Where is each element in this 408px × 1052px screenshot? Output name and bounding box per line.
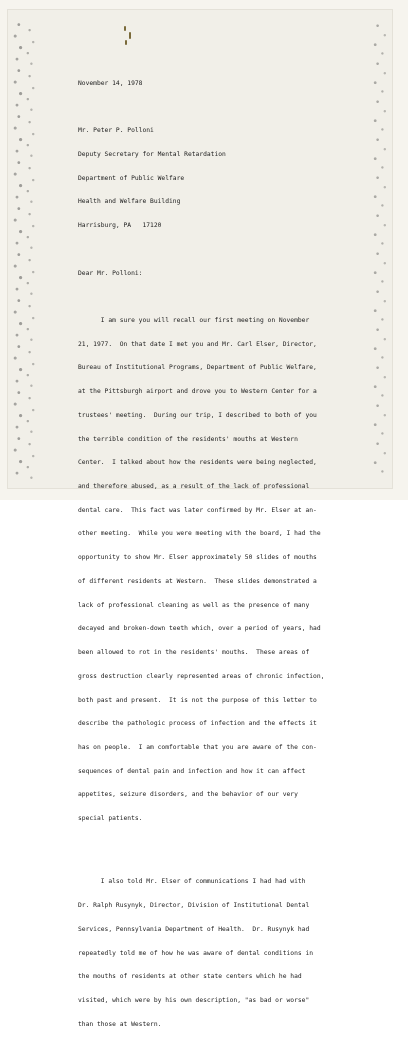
staple-marks bbox=[122, 26, 134, 50]
text-line: Dr. Ralph Rusynyk, Director, Division of Institutional Dental bbox=[78, 902, 310, 910]
text-line: the mouths of residents at other state centers which he had bbox=[78, 973, 302, 981]
text-line: Bureau of Institutional Programs, Department of Public Welfare, bbox=[78, 364, 317, 372]
text-line: describe the pathologic process of infection and the effects it bbox=[78, 720, 317, 728]
text-line: the terrible condition of the residents' mouths at Western bbox=[78, 435, 298, 443]
address-line: Harrisburg, PA 17120 bbox=[78, 222, 162, 230]
text-line: sequences of dental pain and infection and how it can affect bbox=[78, 767, 306, 775]
salutation: Dear Mr. Polloni: bbox=[78, 269, 143, 277]
text-line: visited, which were by his own description, "as bad or worse" bbox=[78, 996, 310, 1004]
text-line: Services, Pennsylvania Department of Health. Dr. Rusynyk had bbox=[78, 925, 310, 933]
text-line: been allowed to rot in the residents' mouths. These areas of bbox=[78, 649, 310, 657]
text-line: trustees' meeting. During our trip, I described to both of you bbox=[78, 411, 317, 419]
text-line: decayed and broken-down teeth which, over a period of years, had bbox=[78, 625, 321, 633]
text-line: dental care. This fact was later confirmed by Mr. Elser at an- bbox=[78, 506, 317, 514]
address-line: Department of Public Welfare bbox=[78, 174, 185, 182]
recipient-address bbox=[78, 111, 368, 245]
text-line: lack of professional cleaning as well as the presence of many bbox=[78, 601, 310, 609]
text-line: I am sure you will recall our first meeting on November bbox=[78, 317, 310, 324]
address-line: Deputy Secretary for Mental Retardation bbox=[78, 150, 226, 158]
text-line: both past and present. It is not the purpose of this letter to bbox=[78, 696, 317, 704]
text-line: than those at Western. bbox=[78, 1020, 162, 1028]
text-line: gross destruction clearly represented areas of chronic infection, bbox=[78, 672, 325, 680]
paragraph-2 bbox=[78, 863, 368, 1045]
paragraph-1 bbox=[78, 301, 368, 839]
text-line: at the Pittsburgh airport and drove you to Western Center for a bbox=[78, 388, 317, 396]
address-line: Mr. Peter P. Polloni bbox=[78, 127, 154, 135]
left-edge-speckles bbox=[8, 20, 44, 480]
address-line: Health and Welfare Building bbox=[78, 198, 181, 206]
text-line: has on people. I am comfortable that you are aware of the con- bbox=[78, 743, 317, 751]
text-line: Center. I talked about how the residents were being neglected, bbox=[78, 459, 317, 467]
text-line: special patients. bbox=[78, 815, 143, 823]
text-line: I also told Mr. Elser of communications I had had with bbox=[78, 878, 306, 886]
text-line: appetites, seizure disorders, and the behavior of our very bbox=[78, 791, 298, 799]
letter-body bbox=[78, 64, 368, 1052]
text-line: of different residents at Western. These slides demonstrated a bbox=[78, 577, 317, 585]
text-line: opportunity to show Mr. Elser approximately 50 slides of mouths bbox=[78, 554, 317, 562]
text-line: 21, 1977. On that date I met you and Mr. Carl Elser, Director, bbox=[78, 340, 317, 348]
text-line: other meeting. While you were meeting with the board, I had the bbox=[78, 530, 321, 538]
text-line: repeatedly told me of how he was aware of dental conditions in bbox=[78, 949, 314, 957]
right-edge-speckles bbox=[368, 20, 392, 480]
text-line: and therefore abused, as a result of the lack of professional bbox=[78, 483, 310, 491]
letter-date: November 14, 1978 bbox=[78, 79, 143, 87]
